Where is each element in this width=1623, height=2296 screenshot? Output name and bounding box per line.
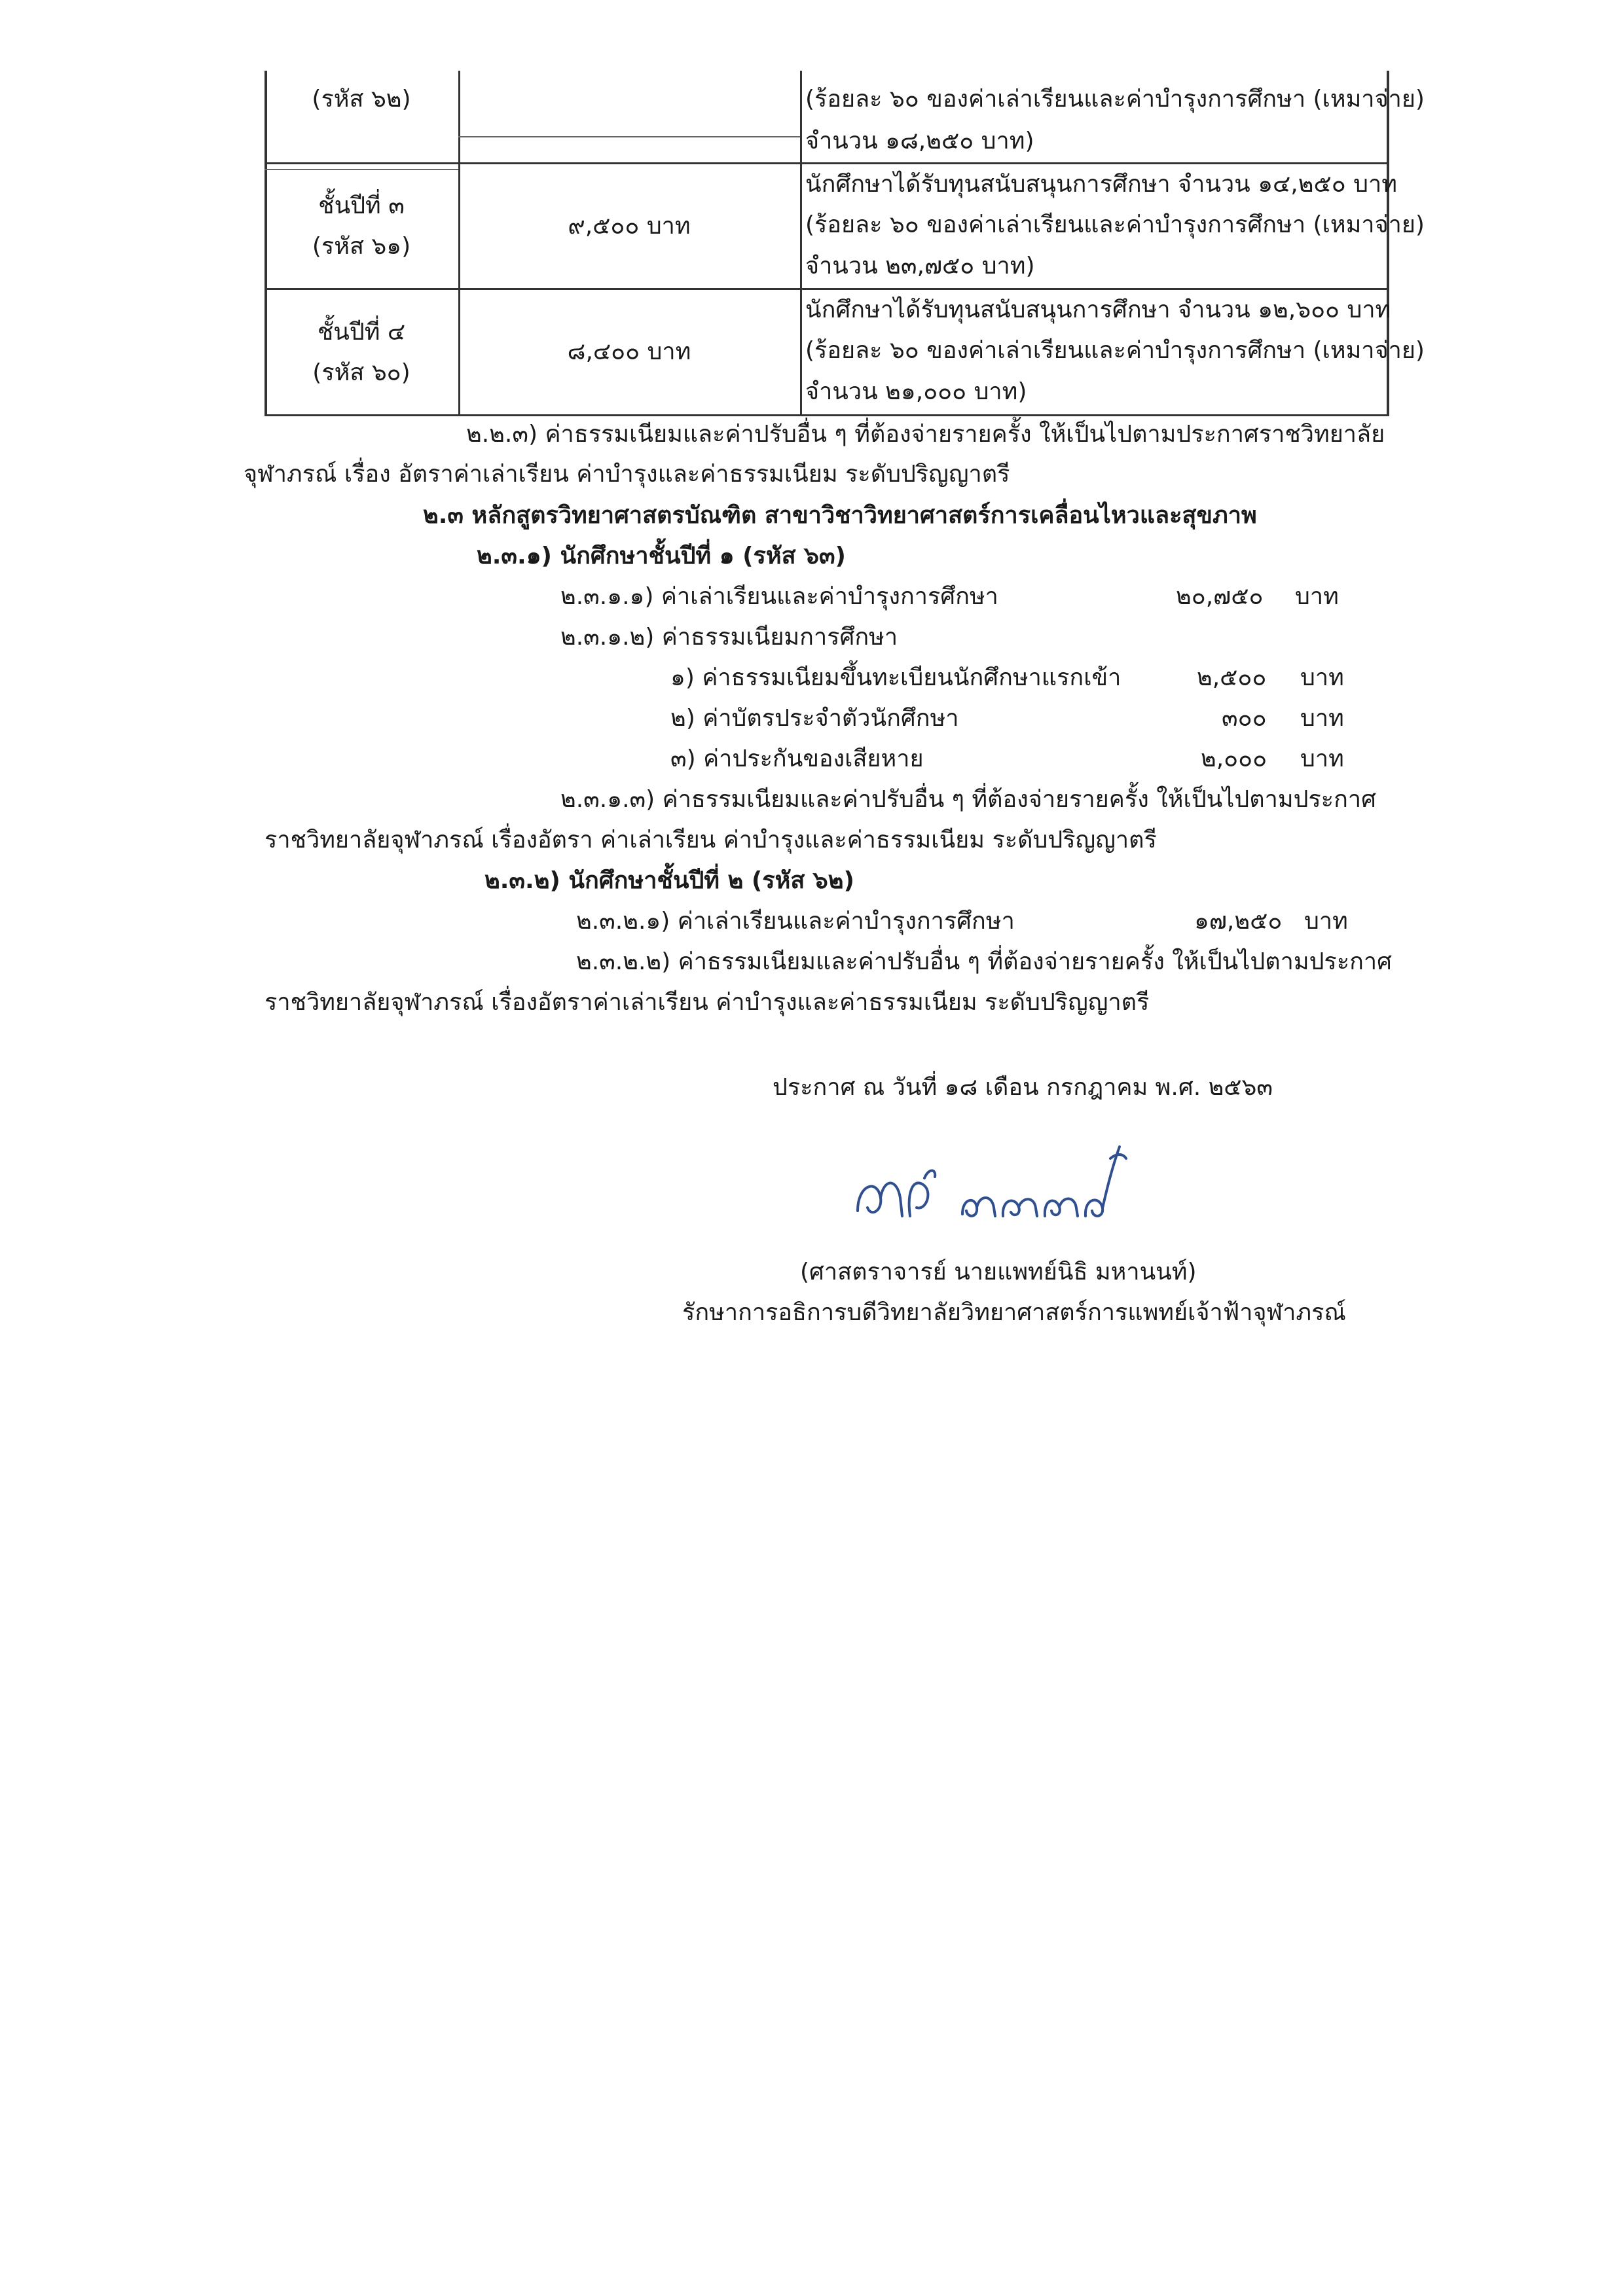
fee-1-label: ๑) ค่าธรรมเนียมขึ้นทะเบียนนักศึกษาแรกเข้า — [670, 664, 1122, 691]
para-2-3-1-3-line1: ๒.๓.๑.๓) ค่าธรรมเนียมและค่าปรับอื่น ๆ ที่ต้องจ่ายรายครั้ง ให้เป็นไปตามประกาศ — [560, 786, 1376, 813]
signatory-name: (ศาสตราจารย์ นายแพทย์นิธิ มหานนท์) — [800, 1259, 1197, 1285]
heading-2-3-1: ๒.๓.๑) นักศึกษาชั้นปีที่ ๑ (รหัส ๖๓) — [477, 543, 847, 569]
row2-note-line2: (ร้อยละ ๖๐ ของค่าเล่าเรียนและค่าบำรุงการศึกษา (เหมาจ่าย) — [805, 211, 1425, 238]
fee-2-label: ๒) ค่าบัตรประจำตัวนักศึกษา — [670, 705, 959, 732]
row2-note-line3: จำนวน ๒๓,๗๕๐ บาท) — [805, 253, 1035, 279]
row2-year: ชั้นปีที่ ๓ — [318, 192, 405, 219]
row2-code: (รหัส ๖๑) — [312, 233, 411, 260]
item-2-3-1-2: ๒.๓.๑.๒) ค่าธรรมเนียมการศึกษา — [560, 624, 898, 651]
para-2-2-3-line1: ๒.๒.๓) ค่าธรรมเนียมและค่าปรับอื่น ๆ ที่ต้องจ่ายรายครั้ง ให้เป็นไปตามประกาศราชวิทยาลัย — [466, 421, 1385, 448]
fee-3-label: ๓) ค่าประกันของเสียหาย — [670, 745, 924, 772]
row2-note-line1: นักศึกษาได้รับทุนสนับสนุนการศึกษา จำนวน ๑๔,๒๕๐ บาท — [805, 171, 1397, 198]
announcement-date: ประกาศ ณ วันที่ ๑๘ เดือน กรกฎาคม พ.ศ. ๒๕๖๓ — [773, 1074, 1273, 1101]
row3-note-line1: นักศึกษาได้รับทุนสนับสนุนการศึกษา จำนวน ๑๒,๖๐๐ บาท — [805, 296, 1391, 323]
row2-amount: ๙,๕๐๐ บาท — [568, 213, 691, 240]
row1-code: (รหัส ๖๒) — [312, 86, 411, 113]
item-2-3-2-1-unit: บาท — [1304, 908, 1348, 935]
signature — [851, 1139, 1139, 1237]
item-2-3-1-1-amount: ๒๐,๗๕๐ — [1176, 583, 1264, 610]
fee-1-amount: ๒,๕๐๐ — [1197, 664, 1267, 691]
row1-note-line2: จำนวน ๑๘,๒๕๐ บาท) — [805, 128, 1034, 154]
item-2-3-1-1-label: ๒.๓.๑.๑) ค่าเล่าเรียนและค่าบำรุงการศึกษา — [560, 583, 998, 610]
para-2-3-2-2-line2: ราชวิทยาลัยจุฬาภรณ์ เรื่องอัตราค่าเล่าเรียน ค่าบำรุงและค่าธรรมเนียม ระดับปริญญาตรี — [264, 989, 1150, 1016]
item-2-3-2-1-label: ๒.๓.๒.๑) ค่าเล่าเรียนและค่าบำรุงการศึกษา — [576, 908, 1015, 935]
signatory-position: รักษาการอธิการบดีวิทยาลัยวิทยาศาสตร์การแพทย์เจ้าฟ้าจุฬาภรณ์ — [682, 1299, 1346, 1326]
row1-note-line1: (ร้อยละ ๖๐ ของค่าเล่าเรียนและค่าบำรุงการศึกษา (เหมาจ่าย) — [805, 86, 1425, 113]
fee-3-unit: บาท — [1300, 745, 1344, 772]
item-2-3-2-1-amount: ๑๗,๒๕๐ — [1194, 908, 1283, 935]
row3-code: (รหัส ๖๐) — [312, 359, 410, 386]
para-2-2-3-line2: จุฬาภรณ์ เรื่อง อัตราค่าเล่าเรียน ค่าบำรุงและค่าธรรมเนียม ระดับปริญญาตรี — [244, 461, 1010, 488]
row3-note-line3: จำนวน ๒๑,๐๐๐ บาท) — [805, 378, 1027, 405]
tuition-table — [264, 71, 1425, 416]
row3-note-line2: (ร้อยละ ๖๐ ของค่าเล่าเรียนและค่าบำรุงการศึกษา (เหมาจ่าย) — [805, 337, 1425, 364]
item-2-3-1-1-unit: บาท — [1295, 583, 1339, 610]
para-2-3-1-3-line2: ราชวิทยาลัยจุฬาภรณ์ เรื่องอัตรา ค่าเล่าเรียน ค่าบำรุงและค่าธรรมเนียม ระดับปริญญาตรี — [264, 827, 1157, 853]
fee-1-unit: บาท — [1300, 664, 1344, 691]
para-2-3-2-2-line1: ๒.๓.๒.๒) ค่าธรรมเนียมและค่าปรับอื่น ๆ ที่ต้องจ่ายรายครั้ง ให้เป็นไปตามประกาศ — [576, 948, 1392, 975]
fee-2-unit: บาท — [1300, 705, 1344, 732]
heading-2-3: ๒.๓ หลักสูตรวิทยาศาสตรบัณฑิต สาขาวิชาวิทยาศาสตร์การเคลื่อนไหวและสุขภาพ — [423, 502, 1257, 529]
heading-2-3-2: ๒.๓.๒) นักศึกษาชั้นปีที่ ๒ (รหัส ๖๒) — [484, 867, 854, 894]
row3-amount: ๘,๔๐๐ บาท — [567, 338, 691, 365]
fee-3-amount: ๒,๐๐๐ — [1201, 745, 1267, 772]
row3-year: ชั้นปีที่ ๔ — [317, 319, 406, 346]
fee-2-amount: ๓๐๐ — [1222, 705, 1267, 732]
